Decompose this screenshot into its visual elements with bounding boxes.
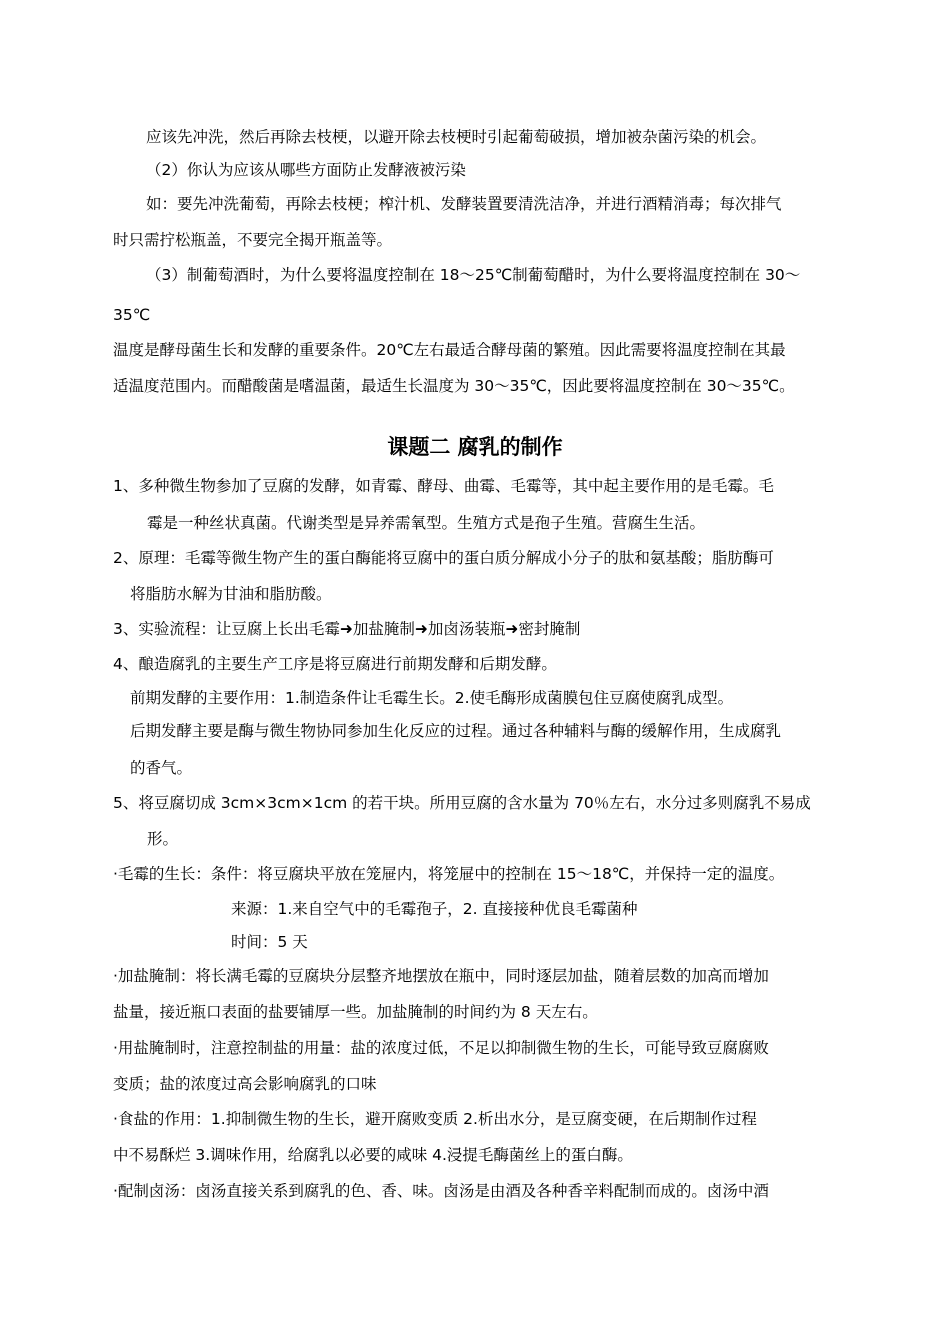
paragraph-line: 适温度范围内。而醋酸菌是嗜温菌，最适生长温度为 30～35℃，因此要将温度控制在 30～35℃。	[113, 377, 795, 395]
list-item-4-sub: 前期发酵的主要作用：1.制造条件让毛霉生长。2.使毛酶形成菌膜包住豆腐使腐乳成型。	[130, 689, 734, 707]
bullet-brine: ·配制卤汤：卤汤直接关系到腐乳的色、香、味。卤汤是由酒及各种香辛料配制而成的。卤汤中酒	[113, 1182, 769, 1200]
bullet-salt-control-cont: 变质；盐的浓度过高会影响腐乳的口味	[113, 1075, 377, 1093]
question-3: （3）制葡萄酒时，为什么要将温度控制在 18～25℃制葡萄醋时，为什么要将温度控制在 30～	[146, 266, 801, 284]
section-title: 课题二 腐乳的制作	[387, 435, 563, 459]
list-item-3: 3、实验流程：让豆腐上长出毛霉➜加盐腌制➜加卤汤装瓶➜密封腌制	[113, 620, 581, 638]
list-item-4: 4、酿造腐乳的主要生产工序是将豆腐进行前期发酵和后期发酵。	[113, 655, 557, 673]
list-item-2: 2、原理：毛霉等微生物产生的蛋白酶能将豆腐中的蛋白质分解成小分子的肽和氨基酸；脂肪酶可	[113, 549, 774, 567]
paragraph-line: 如：要先冲洗葡萄，再除去枝梗；榨汁机、发酵装置要清洗洁净，并进行酒精消毒；每次排气	[146, 195, 782, 213]
paragraph-line: 应该先冲洗，然后再除去枝梗，以避开除去枝梗时引起葡萄破损，增加被杂菌污染的机会。	[146, 128, 767, 146]
bullet-salt-function-cont: 中不易酥烂 3.调味作用，给腐乳以必要的咸味 4.浸提毛酶菌丝上的蛋白酶。	[113, 1146, 633, 1164]
bullet-mold-growth: ·毛霉的生长：条件：将豆腐块平放在笼屉内，将笼屉中的控制在 15～18℃，并保持一定的温度。	[113, 865, 785, 883]
list-item-2-cont: 将脂肪水解为甘油和脂肪酸。	[130, 585, 332, 603]
list-item-1-cont: 霉是一种丝状真菌。代谢类型是异养需氧型。生殖方式是孢子生殖。营腐生生活。	[147, 514, 706, 532]
list-item-5-cont: 形。	[147, 830, 179, 848]
bullet-salting-cont: 盐量，接近瓶口表面的盐要铺厚一些。加盐腌制的时间约为 8 天左右。	[113, 1003, 598, 1021]
paragraph-line: 35℃	[113, 306, 151, 324]
bullet-salting: ·加盐腌制：将长满毛霉的豆腐块分层整齐地摆放在瓶中，同时逐层加盐，随着层数的加高而增加	[113, 967, 769, 985]
paragraph-line: 温度是酵母菌生长和发酵的重要条件。20℃左右最适合酵母菌的繁殖。因此需要将温度控制在其最	[113, 341, 786, 359]
list-item-4-sub: 后期发酵主要是酶与微生物协同参加生化反应的过程。通过各种辅料与酶的缓解作用，生成腐乳	[130, 722, 782, 740]
bullet-salt-function: ·食盐的作用：1.抑制微生物的生长，避开腐败变质 2.析出水分，是豆腐变硬，在后期制作过程	[113, 1110, 757, 1128]
bullet-salt-control: ·用盐腌制时，注意控制盐的用量：盐的浓度过低，不足以抑制微生物的生长，可能导致豆腐腐败	[113, 1039, 769, 1057]
list-item-1: 1、多种微生物参加了豆腐的发酵，如青霉、酵母、曲霉、毛霉等，其中起主要作用的是毛霉。毛	[113, 477, 774, 495]
mold-source: 来源：1.来自空气中的毛霉孢子，2. 直接接种优良毛霉菌种	[231, 900, 638, 918]
question-2: （2）你认为应该从哪些方面防止发酵液被污染	[146, 161, 466, 179]
list-item-5: 5、将豆腐切成 3cm×3cm×1cm 的若干块。所用豆腐的含水量为 70％左右，水分过多则腐乳不易成	[113, 794, 811, 812]
mold-time: 时间：5 天	[231, 933, 308, 951]
paragraph-line: 时只需拧松瓶盖，不要完全揭开瓶盖等。	[113, 231, 393, 249]
list-item-4-cont: 的香气。	[130, 759, 193, 777]
